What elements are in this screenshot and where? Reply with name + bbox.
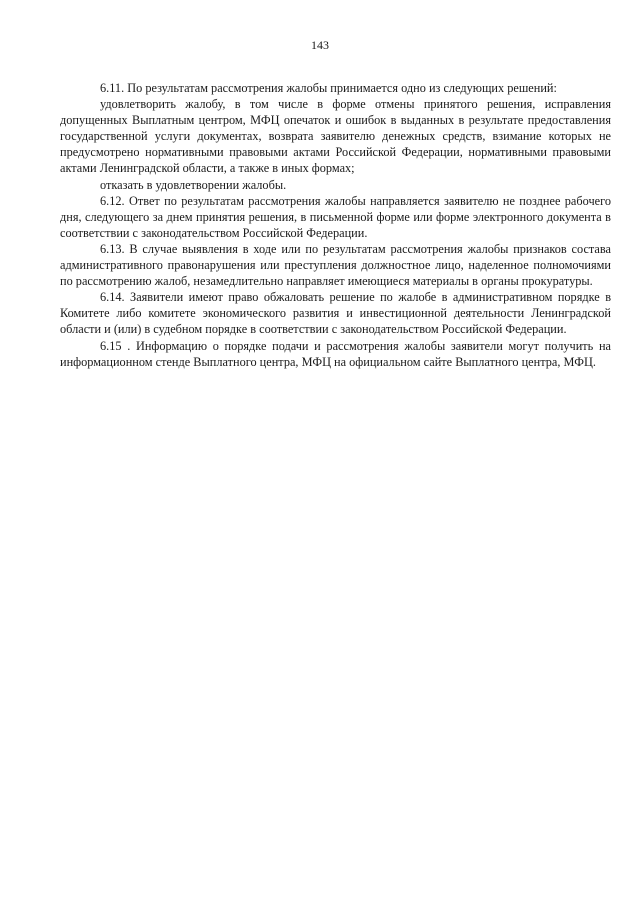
paragraph-6-15: 6.15 . Информацию о порядке подачи и рассмотрения жалобы заявители могут получить на информационном стенде Выплатного центра, МФЦ на официальном сайте Выплатного центра, МФЦ. bbox=[60, 338, 611, 369]
page-number: 143 bbox=[311, 38, 329, 52]
paragraph-6-14: 6.14. Заявители имеют право обжаловать решение по жалобе в административном порядке в Комитете либо комитете экономического развития и инвестиционной деятельности Ленинградской области и (или) в судебном порядке в соответствии с законодательством Российской Федерации. bbox=[60, 290, 611, 337]
paragraph-6-11: 6.11. По результатам рассмотрения жалобы принимается одно из следующих решений: bbox=[100, 81, 557, 95]
document-body bbox=[60, 80, 611, 370]
paragraph-decision-refuse: отказать в удовлетворении жалобы. bbox=[100, 177, 287, 192]
paragraph-6-13: 6.13. В случае выявления в ходе или по результатам рассмотрения жалобы признаков состава административного правонарушения или преступления должностное лицо, наделенное полномочиями по рассмотрению жалоб, незамедлительно направляет имеющиеся материалы в органы прокуратуры. bbox=[60, 241, 611, 289]
paragraph-6-12: 6.12. Ответ по результатам рассмотрения жалобы направляется заявителю не позднее рабочего дня, следующего за днем принятия решения, в письменной форме или форме электронного документа в соответствии с законодательством Российской Федерации. bbox=[60, 193, 611, 240]
paragraph-decision-satisfy: удовлетворить жалобу, в том числе в форме отмены принятого решения, исправления допущенных Выплатным центром, МФЦ опечаток и ошибок в выданных в результате предоставления государственной услуги документах, возврата заявителю денежных средств, взимание которых не предусмотрено нормативными правовыми актами Российской Федерации, нормативными правовыми актами Ленинградской области, а также в иных формах; bbox=[60, 97, 611, 176]
